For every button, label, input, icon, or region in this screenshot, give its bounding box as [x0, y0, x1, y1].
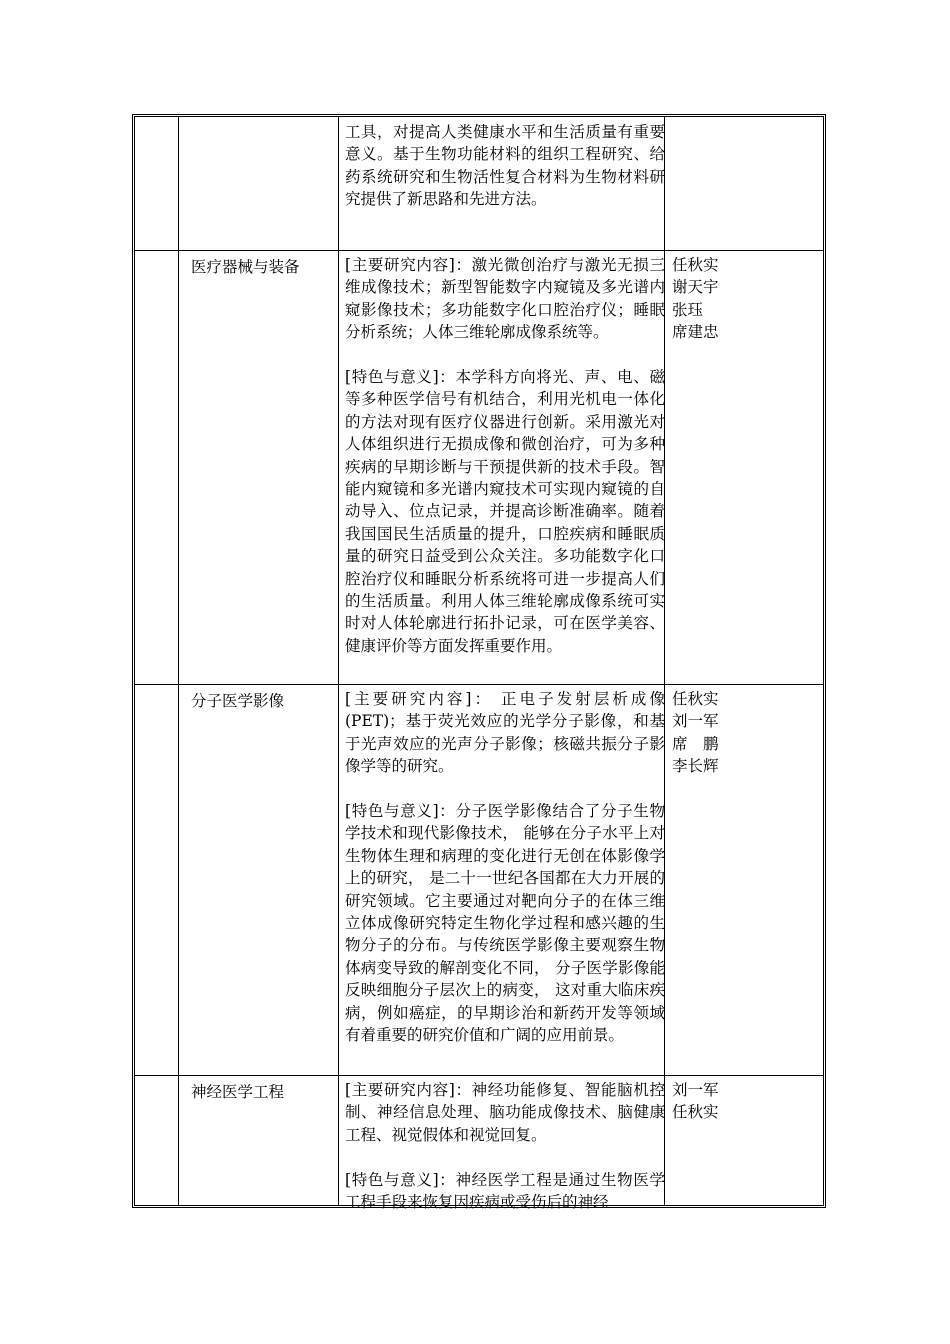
- researcher-name: 任秋实: [672, 256, 719, 274]
- column-divider: [338, 117, 339, 1205]
- researcher-list: [672, 251, 792, 344]
- research-content-paragraph: [主要研究内容]：激光微创治疗与激光无损三维成像技术；新型智能数字内窥镜及多光谱内窥影像技术；多功能数字化口腔治疗仪；睡眠分析系统；人体三维轮廓成像系统等。: [345, 256, 665, 342]
- research-content-cell: [345, 688, 665, 1046]
- research-content-paragraph: [主要研究内容]： 正电子发射层析成像(PET)；基于荧光效应的光学分子影像，和基于光声效应的光声分子影像；核磁共振分子影像学等的研究。: [345, 690, 665, 776]
- researcher-name: 刘一军: [672, 712, 719, 731]
- researcher-name: 席建忠: [672, 323, 719, 342]
- research-content-paragraph: 工具，对提高人类健康水平和生活质量有重要意义。基于生物功能材料的组织工程研究、给药系统研究和生物活性复合材料为生物材料研究提供了新思路和先进方法。: [345, 123, 665, 209]
- research-content-cell: [345, 121, 665, 211]
- direction-name: 分子医学影像: [191, 692, 285, 710]
- direction-name: 神经医学工程: [191, 1083, 285, 1101]
- researcher-name: 李长辉: [672, 757, 719, 776]
- researcher-name: 席 鹏: [672, 734, 719, 753]
- researcher-list: [672, 685, 792, 778]
- research-content-cell: [345, 254, 665, 657]
- research-content-cell: [345, 1079, 665, 1213]
- significance-paragraph: [特色与意义]：本学科方向将光、声、电、磁等多种医学信号有机结合，利用光机电一体化的方法对现有医疗仪器进行创新。采用激光对人体组织进行无损成像和微创治疗，可为多种疾病的早期诊断与干预提供新的技术手段。智能内窥镜和多光谱内窥技术可实现内窥镜的自动导入、位点记录，并提高诊断准确率。随着我国国民生活质量的提升，口腔疾病和睡眠质量的研究日益受到公众关注。多功能数字化口腔治疗仪和睡眠分析系统将可进一步提高人们的生活质量。利用人体三维轮廓成像系统可实时对人体轮廓进行拓扑记录，可在医学美容、健康评价等方面发挥重要作用。: [345, 368, 665, 655]
- significance-paragraph: [特色与意义]：神经医学工程是通过生物医学工程手段来恢复因疾病或受伤后的神经: [345, 1170, 665, 1212]
- researcher-name: 张珏: [672, 300, 704, 319]
- research-content-paragraph: [主要研究内容]：神经功能修复、智能脑机控制、神经信息处理、脑功能成像技术、脑健康工程、视觉假体和视觉回复。: [345, 1081, 665, 1144]
- significance-paragraph: [特色与意义]：分子医学影像结合了分子生物学技术和现代影像技术， 能够在分子水平上对生物体生理和病理的变化进行无创在体影像学上的研究， 是二十一世纪各国都在大力开展的研究领域。它主要通过对靶向分子的在体三维立体成像研究特定生物化学过程和感兴趣的生物分子的分布。与传统医学影像主要观察生物体病变导致的解剖变化不同， 分子医学影像能反映细胞分子层次上的病变， 这对重大临床疾病，例如癌症，的早期诊治和新药开发等领域有着重要的研究价值和广阔的应用前景。: [345, 802, 665, 1045]
- researcher-name: 任秋实: [672, 690, 719, 708]
- researcher-name: 刘一军: [672, 1081, 719, 1099]
- column-divider: [178, 117, 179, 1205]
- research-directions-table: [132, 114, 826, 1212]
- researcher-list: [672, 1076, 792, 1124]
- researcher-name: 任秋实: [672, 1103, 719, 1122]
- direction-name: 医疗器械与装备: [191, 258, 300, 276]
- researcher-name: 谢天宇: [672, 278, 719, 297]
